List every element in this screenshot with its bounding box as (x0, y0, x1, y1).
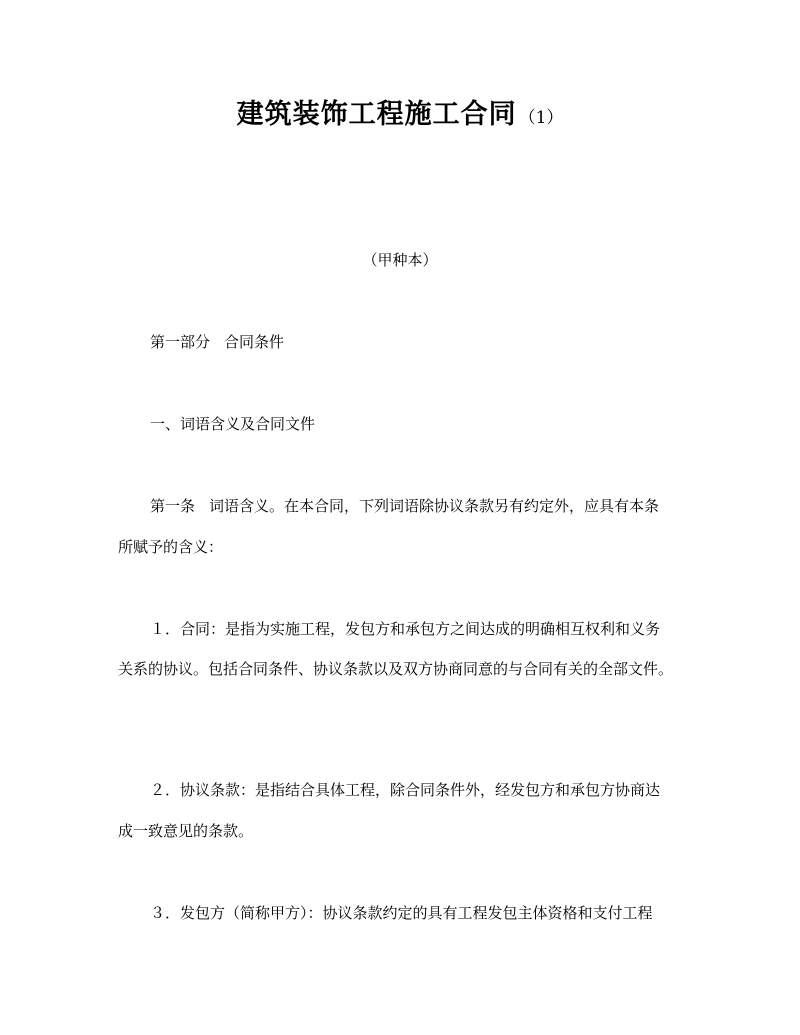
part-heading-label: 第一部分 (150, 333, 211, 351)
article-1-line-1 (150, 496, 659, 516)
document-title (0, 92, 800, 131)
title-main: 建筑装饰工程施工合同 (236, 99, 517, 130)
section-heading: 一、词语含义及合同文件 (150, 415, 316, 433)
item-1-line-1: １．合同：是指为实施工程，发包方和承包方之间达成的明确相互权利和义务 (150, 620, 661, 638)
title-suffix: （1） (518, 108, 564, 128)
article-1-text: 词语含义。在本合同，下列词语除协议条款另有约定外，应具有本条 (209, 497, 660, 515)
article-1-line-2: 所赋予的含义： (118, 538, 224, 556)
item-3-line-1: ３．发包方（简称甲方）：协议条款约定的具有工程发包主体资格和支付工程 (150, 904, 653, 922)
item-2-line-1: ２．协议条款：是指结合具体工程，除合同条件外，经发包方和承包方协商达 (150, 781, 661, 799)
item-1-line-2: 关系的协议。包括合同条件、协议条款以及双方协商同意的与合同有关的全部文件。 (118, 660, 674, 678)
version-label: （甲种本） (362, 251, 438, 269)
part-heading-text: 合同条件 (224, 333, 285, 351)
item-2-line-2: 成一致意见的条款。 (118, 822, 254, 840)
article-1-label: 第一条 (150, 497, 196, 515)
part-heading (150, 332, 284, 352)
